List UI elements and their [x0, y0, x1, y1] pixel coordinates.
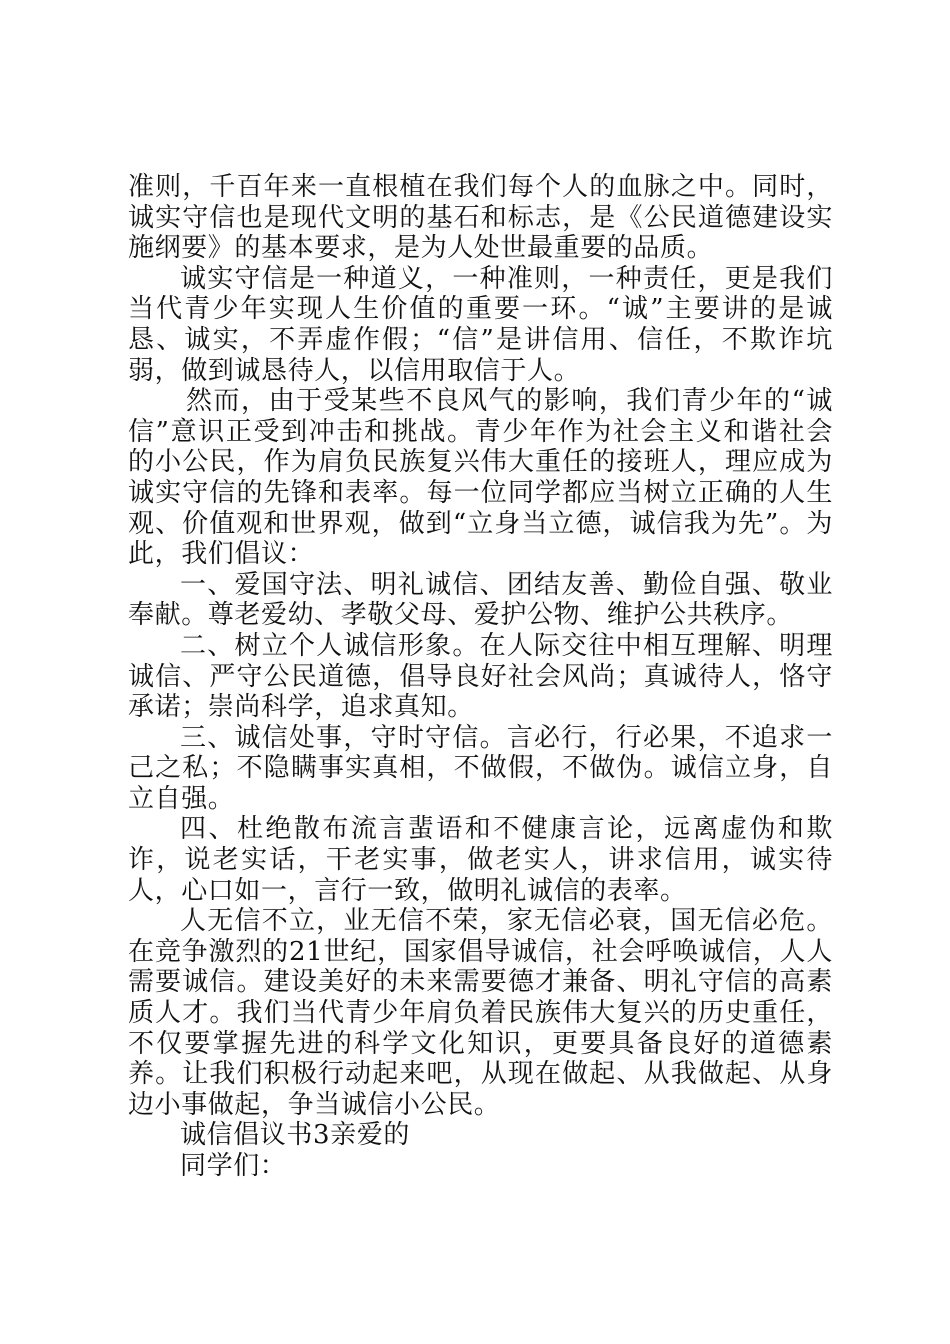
paragraph-3: 然而，由于受某些不良风气的影响，我们青少年的“诚信”意识正受到冲击和挑战。青少年作为社会主义和谐社会的小公民，作为肩负民族复兴伟大重任的接班人，理应成为诚实守信的先锋和表率。每一位同学都应当树立正确的人生观、价值观和世界观，做到“立身当立德，诚信我为先”。为此，我们倡议：	[128, 386, 833, 570]
proposal-item-2: 二、树立个人诚信形象。在人际交往中相互理解、明理诚信、严守公民道德，倡导良好社会风尚；真诚待人，恪守承诺；崇尚科学，追求真知。	[128, 630, 833, 723]
next-document-title: 诚信倡议书3亲爱的	[180, 1120, 410, 1151]
proposal-item-1: 一、爱国守法、明礼诚信、团结友善、勤俭自强、敬业奉献。尊老爱幼、孝敬父母、爱护公物、维护公共秩序。	[128, 569, 833, 631]
closing-paragraph: 人无信不立，业无信不荣，家无信必衰，国无信必危。在竞争激烈的21世纪，国家倡导诚信，社会呼唤诚信，人人需要诚信。建设美好的未来需要德才兼备、明礼守信的高素质人才。我们当代青少年肩负着民族伟大复兴的历史重任，不仅要掌握先进的科学文化知识，更要具备良好的道德素养。让我们积极行动起来吧，从现在做起、从我做起、从身边小事做起，争当诚信小公民。	[128, 906, 833, 1120]
salutation: 同学们：	[180, 1151, 287, 1181]
paragraph-1: 准则，千百年来一直根植在我们每个人的血脉之中。同时，诚实守信也是现代文明的基石和标志，是《公民道德建设实施纲要》的基本要求，是为人处世最重要的品质。	[128, 172, 833, 264]
document-body	[128, 172, 833, 1182]
proposal-item-4: 四、杜绝散布流言蜚语和不健康言论，远离虚伪和欺诈，说老实话，干老实事，做老实人，讲求信用，诚实待人，心口如一，言行一致，做明礼诚信的表率。	[128, 814, 833, 906]
paragraph-2: 诚实守信是一种道义，一种准则，一种责任，更是我们当代青少年实现人生价值的重要一环。“诚”主要讲的是诚恳、诚实，不弄虚作假；“信”是讲信用、信任，不欺诈坑弱，做到诚恳待人，以信用取信于人。	[128, 263, 833, 386]
proposal-item-3: 三、诚信处事，守时守信。言必行，行必果，不追求一己之私；不隐瞒事实真相，不做假，不做伪。诚信立身，自立自强。	[128, 722, 833, 814]
